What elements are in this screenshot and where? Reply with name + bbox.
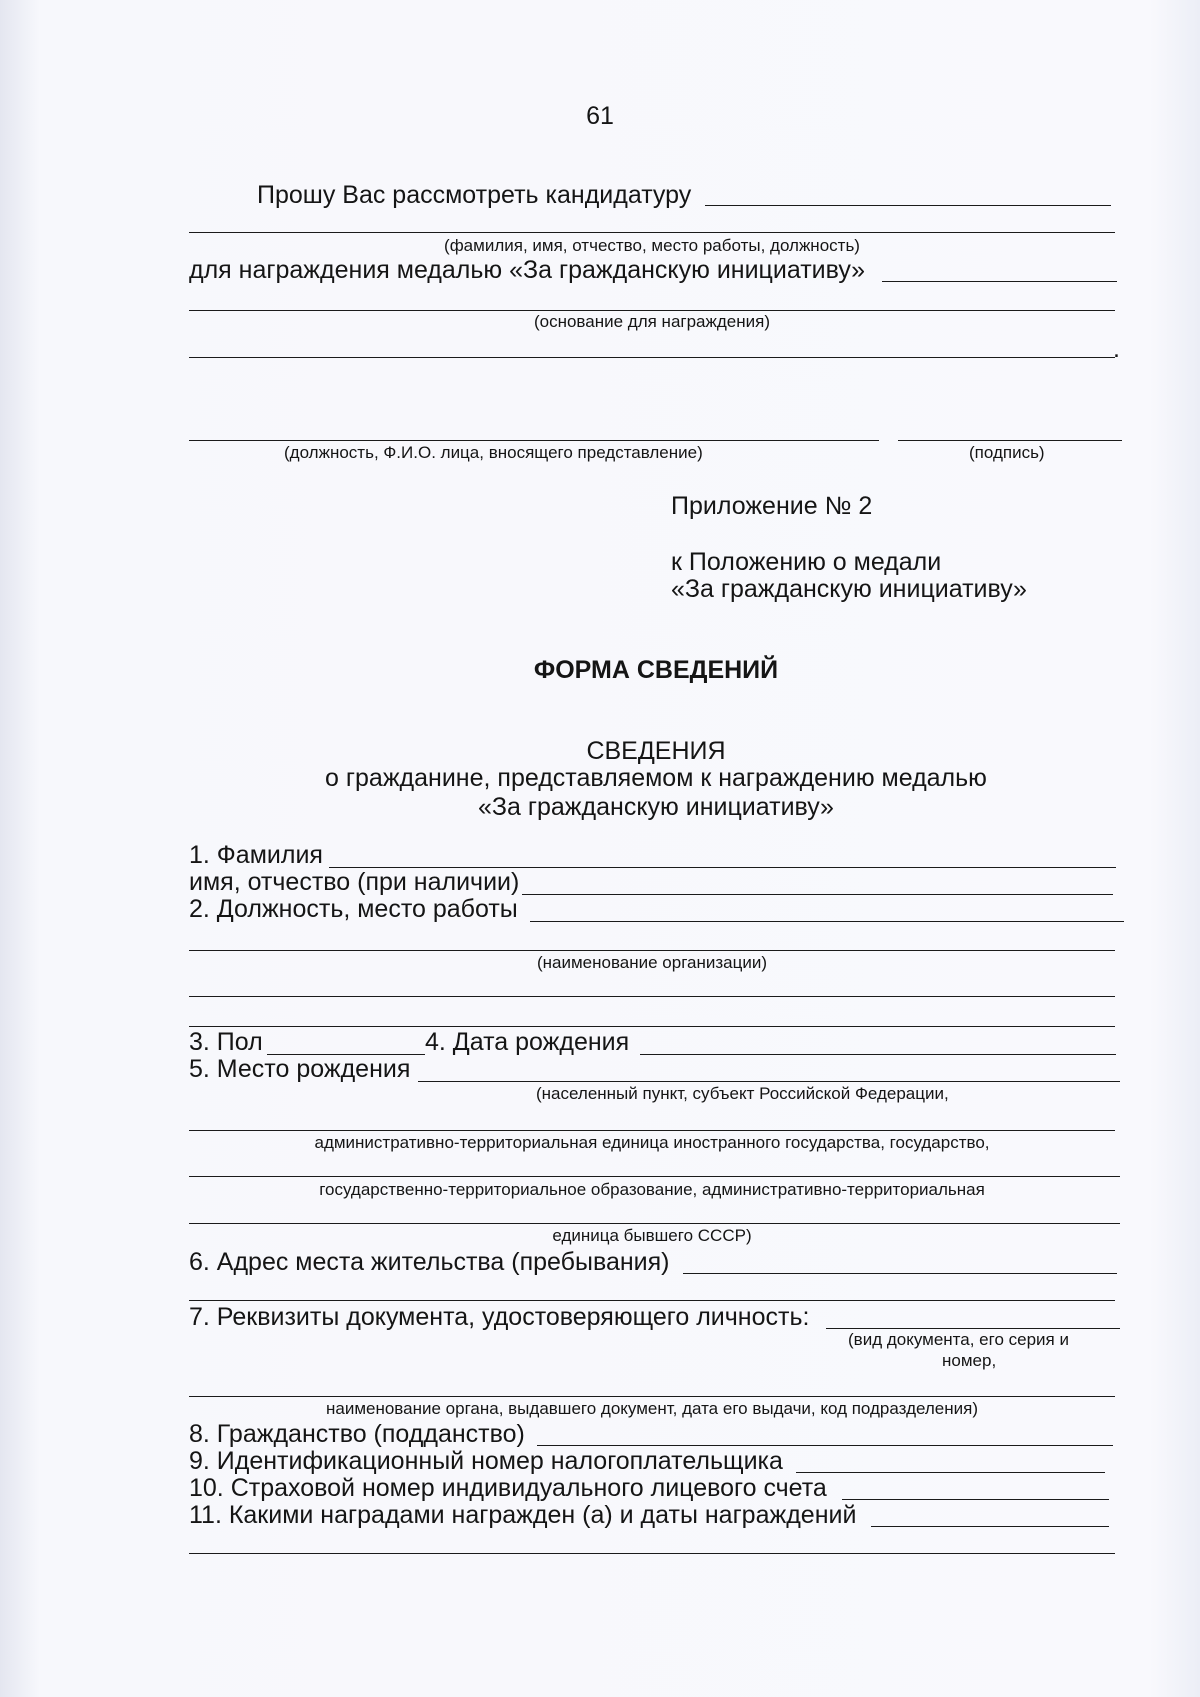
position-line[interactable] (189, 440, 879, 441)
citizenship-label: 8. Гражданство (подданство) (189, 1420, 525, 1448)
citizenship-field[interactable] (537, 1445, 1113, 1446)
appendix-line-1: к Положению о медали (671, 548, 942, 576)
address-label: 6. Адрес места жительства (пребывания) (189, 1248, 670, 1276)
org-caption: (наименование организации) (536, 953, 768, 972)
position-field[interactable] (530, 921, 1124, 922)
birth-caption-1: (населенный пункт, субъект Российской Федерации, (536, 1084, 949, 1103)
appendix-title: Приложение № 2 (671, 492, 873, 520)
org-line-2[interactable] (189, 996, 1115, 997)
birth-caption-3: государственно-территориальное образование, административно-территориальная (319, 1180, 985, 1199)
id-caption-2: номер, (942, 1351, 997, 1370)
awards-label: 11. Какими наградами награжден (а) и даты награждений (189, 1501, 857, 1529)
snils-label: 10. Страховой номер индивидуального лицевого счета (189, 1474, 827, 1502)
birth-caption-2: административно-территориальная единица иностранного государства, государство, (314, 1133, 990, 1152)
birth-place-field[interactable] (418, 1081, 1120, 1082)
basis-line[interactable] (189, 310, 1115, 311)
address-field[interactable] (683, 1273, 1117, 1274)
position-caption: (должность, Ф.И.О. лица, вносящего представление) (284, 443, 703, 462)
signature-line[interactable] (898, 440, 1122, 441)
id-line-2[interactable] (189, 1396, 1115, 1397)
info-heading-3: «За гражданскую инициативу» (478, 793, 834, 821)
awards-field[interactable] (871, 1526, 1109, 1527)
id-doc-label: 7. Реквизиты документа, удостоверяющего личность: (189, 1303, 810, 1331)
id-caption-3: наименование органа, выдавшего документ, дата его выдачи, код подразделения) (325, 1399, 979, 1418)
award-text: для награждения медалью «За гражданскую инициативу» (189, 256, 866, 284)
period: . (1113, 335, 1120, 363)
inn-field[interactable] (796, 1472, 1105, 1473)
inn-label: 9. Идентификационный номер налогоплательщика (189, 1447, 783, 1475)
award-line[interactable] (882, 281, 1117, 282)
surname-label: 1. Фамилия (189, 841, 323, 869)
awards-line-2[interactable] (189, 1553, 1115, 1554)
birth-date-label: 4. Дата рождения (425, 1028, 630, 1056)
birth-caption-4: единица бывшего СССР) (552, 1226, 752, 1245)
birth-line-4[interactable] (189, 1223, 1120, 1224)
birth-line-3[interactable] (189, 1176, 1120, 1177)
position-label: 2. Должность, место работы (189, 895, 518, 923)
name-field[interactable] (522, 894, 1113, 895)
candidate-line[interactable] (705, 205, 1111, 206)
basis-line-2[interactable] (189, 357, 1115, 358)
birth-line-2[interactable] (189, 1130, 1115, 1131)
id-doc-field[interactable] (826, 1328, 1120, 1329)
candidate-caption: (фамилия, имя, отчество, место работы, должность) (444, 236, 860, 255)
page-number: 61 (586, 102, 614, 130)
request-text: Прошу Вас рассмотреть кандидатуру (257, 181, 692, 209)
org-line[interactable] (189, 950, 1115, 951)
basis-caption: (основание для награждения) (533, 312, 771, 331)
info-heading-2: о гражданине, представляемом к награждению медалью (325, 764, 987, 792)
appendix-line-2: «За гражданскую инициативу» (671, 575, 1027, 603)
id-caption-1: (вид документа, его серия и (848, 1330, 1069, 1349)
birth-place-label: 5. Место рождения (189, 1055, 411, 1083)
candidate-line-2[interactable] (189, 232, 1115, 233)
snils-field[interactable] (842, 1499, 1109, 1500)
birth-date-field[interactable] (640, 1054, 1116, 1055)
info-heading-1: СВЕДЕНИЯ (586, 737, 726, 765)
org-line-3[interactable] (189, 1026, 1115, 1027)
form-title: ФОРМА СВЕДЕНИЙ (533, 656, 779, 684)
address-line-2[interactable] (189, 1300, 1115, 1301)
signature-caption: (подпись) (969, 443, 1045, 462)
name-label: имя, отчество (при наличии) (189, 868, 520, 896)
sex-label: 3. Пол (189, 1028, 263, 1056)
